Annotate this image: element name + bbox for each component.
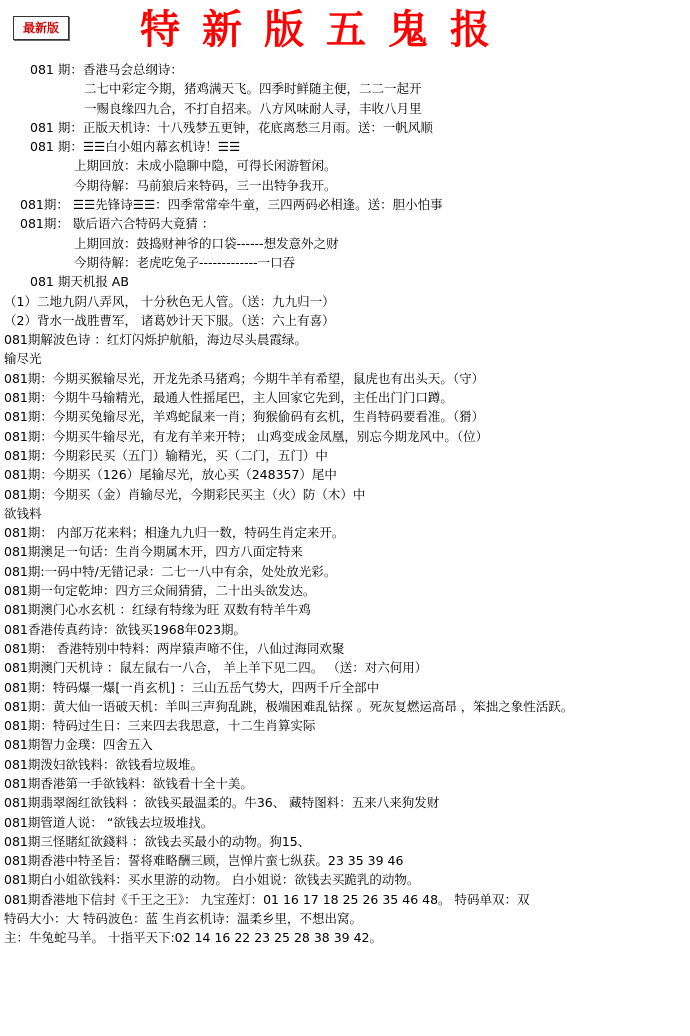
page-title: 特新版五鬼报 xyxy=(140,6,512,53)
text-line: 081期三怪賭紅欲錢料 ：欲钱去买最小的动物。狗15、 xyxy=(4,833,311,849)
text-line: 081期：今期买（126）尾输尽光，放心买（248357）尾中 xyxy=(4,467,337,483)
text-line: 主：牛兔蛇马羊。 十指平天下:02 14 16 22 23 25 28 38 39 42。 xyxy=(4,930,383,946)
text-line: 081期白小姐欲钱料：买水里游的动物。 白小姐说：欲钱去买跪乳的动物。 xyxy=(4,872,420,888)
text-line: 081期:一码中特/无错记录：二七一八中有余，处处放光彩。 xyxy=(4,563,337,579)
text-line: 081香港传真药诗：欲钱买1968年023期。 xyxy=(4,621,247,637)
document-body xyxy=(4,60,688,948)
text-line: 081期：今期买牛输尽光，有龙有羊来开特； 山鸡变成金凤凰，别忘今期龙风中。（位） xyxy=(4,428,489,444)
text-line: 081期：黄大仙一语破天机：羊叫三声狗乱跳，极端困难乱钻探 。死灰复燃运高昂 ，笨拙之象性活跃。 xyxy=(4,698,574,714)
text-line: 081期：今期买猴输尽光，开龙先杀马猪鸡；今期牛羊有希望，鼠虎也有出头天。（守） xyxy=(4,370,485,386)
latest-version-badge: 最新版 xyxy=(13,16,69,40)
text-line: 081期澳门心水玄机 ：红绿有特缘为旺 双数有特羊牛鸡 xyxy=(4,602,311,618)
text-line: 081期澳门天机诗 ：鼠左鼠右一八合， 羊上羊下见二四。 （送：对六何用） xyxy=(4,660,428,676)
text-line: 特码大小：大 特码波色：蓝 生肖玄机诗：温柔乡里，不想出窝。 xyxy=(4,911,362,927)
text-line: 081期泼妇欲钱料：欲钱看垃圾堆。 xyxy=(4,756,203,772)
text-line: （2）背水一战胜曹军， 诸葛妙计天下服。（送：六上有喜） xyxy=(4,312,335,328)
text-line: 一赐良缘四九合，不打自招来。八方风味耐人寻，丰收八月里 xyxy=(84,100,422,116)
text-line: 081期解波色诗 ：红灯闪烁护航船，海边尽头晨霞绿。 xyxy=(4,332,307,348)
text-line: 081 期：香港马会总纲诗： xyxy=(30,62,183,77)
section-heading: 输尽光 xyxy=(4,351,42,367)
text-line: 081期一句定乾坤：四方三众闹猜猜，二十出头欲发达。 xyxy=(4,583,316,599)
text-line: 上期回放：未成小隐聊中隐，可得长闲游暂闲。 xyxy=(74,158,337,174)
text-line: 081 期：正版天机诗：十八残梦五更钟，花底离愁三月雨。送：一帆风顺 xyxy=(30,119,433,135)
text-line: 081 期：☰☰白小姐内幕玄机诗！☰☰ xyxy=(30,139,241,155)
text-line: 081期：今期买兔输尽光，羊鸡蛇鼠来一肖；狗猴偷码有玄机，生肖特码要看准。（猾） xyxy=(4,409,485,425)
text-line: 081期： 内部万花来料；相逢九九归一数，特码生肖定来开。 xyxy=(4,525,345,541)
text-line: 081期： 香港特别中特料：两岸猿声啼不住，八仙过海同欢聚 xyxy=(4,640,345,656)
text-line: 081期翡翠阁红欲钱料 ：欲钱买最温柔的。牛36、 藏特图料：五来八来狗发财 xyxy=(4,795,440,811)
text-line: 081 期天机报 AB xyxy=(30,274,129,290)
text-line: （1）二地九阴八弄风， 十分秋色无人管。（送：九九归一） xyxy=(4,293,335,309)
text-line: 二七中彩定今期，猪鸡满天飞。四季时鲜随主便，二二一起开 xyxy=(84,81,422,97)
text-line: 081期：今期牛马输精光，最通人性摇尾巴，主人回家它先到，主任出门门口蹲。 xyxy=(4,390,453,406)
text-line: 081期： 歇后语六合特码大竟猜 ： xyxy=(20,216,215,232)
text-line: 081期：今期买（金）肖输尽光，今期彩民买主（火）防（木）中 xyxy=(4,486,366,502)
text-line: 081期香港地下信封《千王之王》： 九宝莲灯：01 16 17 18 25 26 35 46 48。 特码单双：双 xyxy=(4,891,530,907)
text-line: 081期： ☰☰先锋诗☰☰：四季常常牵牛童，三四两码必相逢。送：胆小怕事 xyxy=(20,197,443,213)
text-line: 081期：今期彩民买（五门）输精光，买（二门，五门）中 xyxy=(4,447,328,463)
text-line: 081期澳足一句话：生肖今期属木开，四方八面定特来 xyxy=(4,544,303,560)
text-line: 081期香港第一手欲钱料：欲钱看十全十美。 xyxy=(4,775,253,791)
text-line: 081期智力金璞：四舍五入 xyxy=(4,737,153,753)
text-line: 今期待解：老虎吃兔子-------------一口吞 xyxy=(74,254,296,270)
section-heading: 欲钱料 xyxy=(4,505,42,521)
text-line: 081期管道人说： “欲钱去垃圾堆找。 xyxy=(4,814,214,830)
text-line: 上期回放：鼓捣财神爷的口袋------想发意外之财 xyxy=(74,235,339,251)
text-line: 081期香港中特圣旨：誓将难略酬三顾，岂惮片蛮七纵获。23 35 39 46 xyxy=(4,853,404,869)
text-line: 今期待解：马前狼后来特码，三一出特争我开。 xyxy=(74,177,337,193)
text-line: 081期：特码爆一爆[一肖玄机] ：三山五岳气势大，四两千斤全部中 xyxy=(4,679,380,695)
text-line: 081期：特码过生日：三来四去我思意，十二生肖算实际 xyxy=(4,718,316,734)
